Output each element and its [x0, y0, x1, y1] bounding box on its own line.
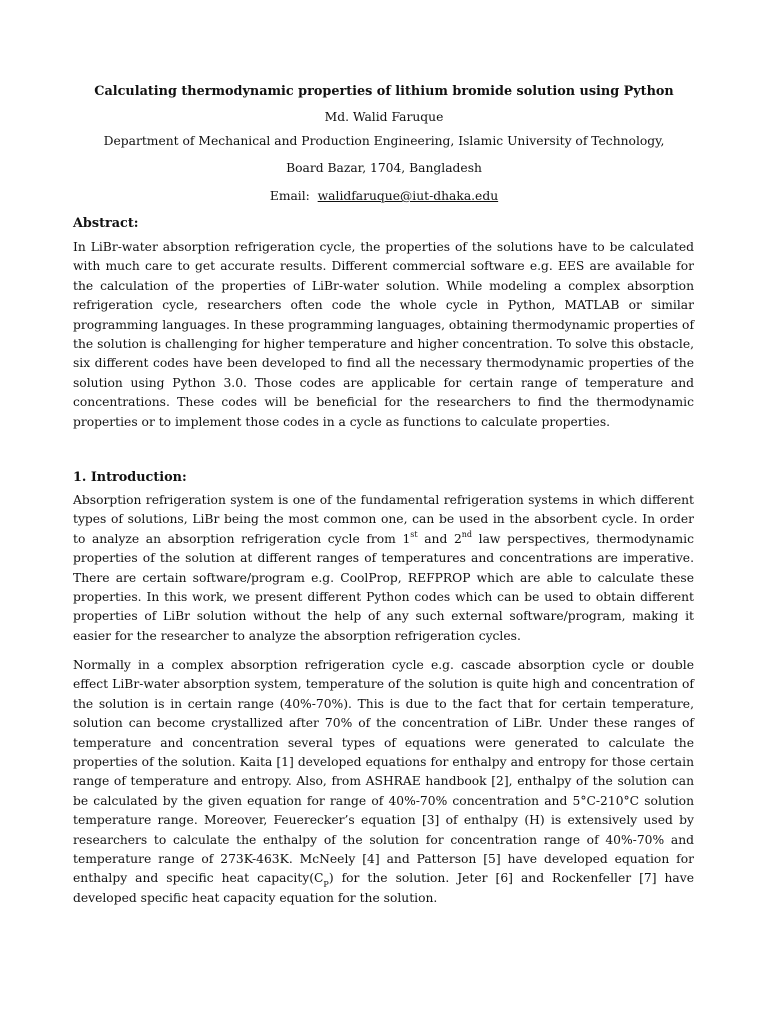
author-affiliation: Department of Mechanical and Production Engineering, Islamic University of Technology,: [103, 134, 665, 148]
abstract-heading: Abstract:: [73, 216, 139, 231]
introduction-paragraph-1: [73, 491, 694, 646]
author-email: [60, 187, 708, 206]
intro-p1-sup-nd: nd: [461, 529, 473, 539]
intro-p1-sup-st: st: [410, 529, 418, 539]
intro-p2-sub-p: P: [323, 879, 329, 889]
intro-p1-text-a: Absorption refrigeration system is one of the fundamental refrigeration systems in which different types of solutions, LiBr being the most common one, can be used in the absorbent cycle. In order to analyze an absorption refrigeration cycle from 1: [73, 493, 694, 546]
author-address: Board Bazar, 1704, Bangladesh: [286, 161, 482, 175]
introduction-paragraph-2: [73, 656, 694, 908]
author-name: Md. Walid Faruque: [324, 110, 444, 124]
intro-p2-text-a: Normally in a complex absorption refrigeration cycle e.g. cascade absorption cycle or double effect LiBr-water absorption system, temperature of the solution is quite high and concentration of the solution is in certain range (40%-70%). This is due to the fact that for certain temperature, solution can become crystallized after 70% of the concentration of LiBr. Under these ranges of temperature and concentration several types of equations were generated to calculate the properties of the solution. Kaita [1] developed equations for enthalpy and entropy for those certain range of temperature and entropy. Also, from ASHRAE handbook [2], enthalpy of the solution can be calculated by the given equation for range of 40%-70% concentration and 5°C-210°C solution temperature range. Moreover, Feuerecker’s equation [3] of enthalpy (H) is extensively used by researchers to calculate the enthalpy of the solution for concentration range of 40%-70% and temperature range of 273K-463K. McNeely [4] and Patterson [5] have developed equation for enthalpy and specific heat capacity(C: [73, 658, 694, 886]
email-label: Email:: [269, 189, 310, 203]
paper-title: Calculating thermodynamic properties of lithium bromide solution using Python: [94, 84, 674, 99]
email-link[interactable]: walidfaruque@iut-dhaka.edu: [317, 189, 499, 203]
intro-p1-text-c: law perspectives, thermodynamic properties of the solution at different ranges of temperatures and concentrations are imperative. There are certain software/program e.g. CoolProp, REFPROP which are able to calculate these properties. In this work, we present different Python codes which can be used to obtain different properties of LiBr solution without the help of any such external software/program, making it easier for the researcher to analyze the absorption refrigeration cycles.: [73, 531, 695, 643]
abstract-text: In LiBr-water absorption refrigeration cycle, the properties of the solutions have to be calculated with much care to get accurate results. Different commercial software e.g. EES are available for the calculation of the properties of LiBr-water solution. While modeling a complex absorption refrigeration cycle, researchers often code the whole cycle in Python, MATLAB or similar programming languages. In these programming languages, obtaining thermodynamic properties of the solution is challenging for higher temperature and higher concentration. To solve this obstacle, six different codes have been developed to find all the necessary thermodynamic properties of the solution using Python 3.0. Those codes are applicable for certain range of temperature and concentrations. These codes will be beneficial for the researchers to find the thermodynamic properties or to implement those codes in a cycle as functions to calculate properties.: [73, 240, 694, 429]
introduction-heading: 1. Introduction:: [73, 470, 187, 485]
intro-p1-text-b: and 2: [417, 531, 462, 546]
intro-p2-text-b: ) for the solution. Jeter [6] and Rockenfeller [7] have developed specific heat capacity equation for the solution.: [73, 871, 694, 905]
